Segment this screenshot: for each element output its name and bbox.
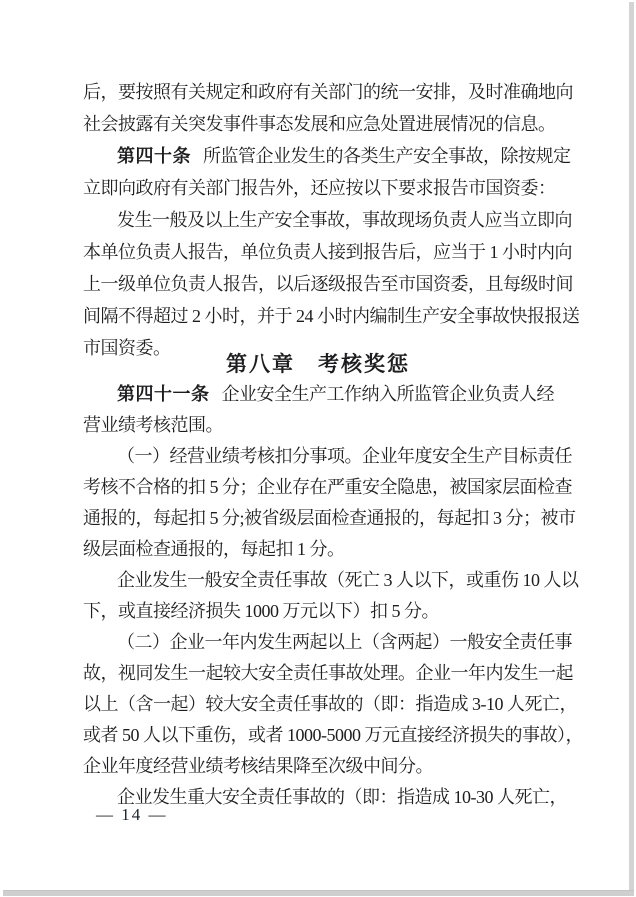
text-line (83, 750, 565, 782)
text-line-content: 故，视同发生一起较大安全责任事故处理。企业一年内发生一起 (83, 663, 573, 683)
chapter-heading-label: 第八章 考核奖惩 (226, 353, 410, 376)
text-line (83, 719, 583, 751)
text-line-content: 本单位负责人报告，单位负责人接到报告后，应当于 1 小时内向 (83, 242, 572, 262)
article-number-lead: 第四十一条 (117, 384, 210, 404)
text-line-content: 上一级单位负责人报告，以后逐级报告至市国资委，且每级时间 (83, 274, 573, 294)
text-line (83, 300, 580, 332)
text-line (83, 595, 565, 627)
text-line (83, 204, 599, 236)
text-line-content: 立即向政府有关部门报告外，还应按以下要求报告市国资委： (83, 178, 556, 198)
text-line-content: 所监管企业发生的各类生产安全事故，除按规定 (203, 146, 571, 166)
chapter-heading (0, 349, 636, 381)
text-line (83, 502, 576, 534)
text-line (83, 76, 573, 108)
text-line (83, 564, 599, 596)
text-line-content: （二）企业一年内发生两起以上（含两起）一般安全责任事 (117, 632, 572, 652)
text-line (83, 108, 565, 140)
text-line-content: 级层面检查通报的，每起扣 1 分。 (83, 539, 345, 559)
page-edge-shadow-right (629, 2, 634, 893)
text-line-content: 发生一般及以上生产安全事故，事故现场负责人应当立即向 (117, 210, 572, 230)
text-line (83, 140, 599, 172)
article-number-lead: 第四十条 (117, 146, 191, 166)
text-line-content: 后，要按照有关规定和政府有关部门的统一安排，及时准确地向 (83, 82, 573, 102)
text-line (83, 440, 599, 472)
text-line-content: 营业绩考核范围。 (83, 415, 223, 435)
text-line-content: 企业年度经营业绩考核结果降至次级中间分。 (83, 756, 433, 776)
text-line-content: 企业发生一般安全责任事故（死亡 3 人以下，或重伤 10 人以 (117, 570, 579, 590)
text-line-content: 考核不合格的扣 5 分；企业存在严重安全隐患，被国家层面检查 (83, 477, 572, 497)
text-line (83, 471, 572, 503)
text-line-content: （一）经营业绩考核扣分事项。企业年度安全生产目标责任 (117, 446, 572, 466)
text-line (83, 409, 565, 441)
text-line-content: 社会披露有关突发事件事态发展和应急处置进展情况的信息。 (83, 114, 556, 134)
text-line-content: 下，或直接经济损失 1000 万元以下）扣 5 分。 (83, 601, 439, 621)
text-line (83, 236, 572, 268)
text-line (83, 626, 599, 658)
text-line-content: 市国资委。 (83, 338, 171, 358)
text-line (83, 688, 577, 720)
page-number: — 14 — (96, 805, 168, 824)
text-line-content: 间隔不得超过 2 小时，并于 24 小时内编制生产安全事故快报报送 (83, 306, 580, 326)
text-line (83, 172, 565, 204)
text-line-content: 或者 50 人以下重伤，或者 1000-5000 万元直接经济损失的事故）， (83, 725, 583, 745)
text-line (83, 533, 565, 565)
text-line (83, 378, 599, 410)
page-edge-shadow-bottom (3, 890, 634, 896)
text-line-content: 企业发生重大安全责任事故的（即：指造成 10-30 人死亡， (117, 787, 567, 807)
text-line-content: 企业安全生产工作纳入所监管企业负责人经 (221, 384, 554, 404)
text-line (83, 268, 573, 300)
text-line-content: 以上（含一起）较大安全责任事故的（即：指造成 3-10 人死亡， (83, 694, 577, 714)
text-line (83, 657, 573, 689)
text-line-content: 通报的，每起扣 5 分;被省级层面检查通报的，每起扣 3 分；被市 (83, 508, 576, 528)
